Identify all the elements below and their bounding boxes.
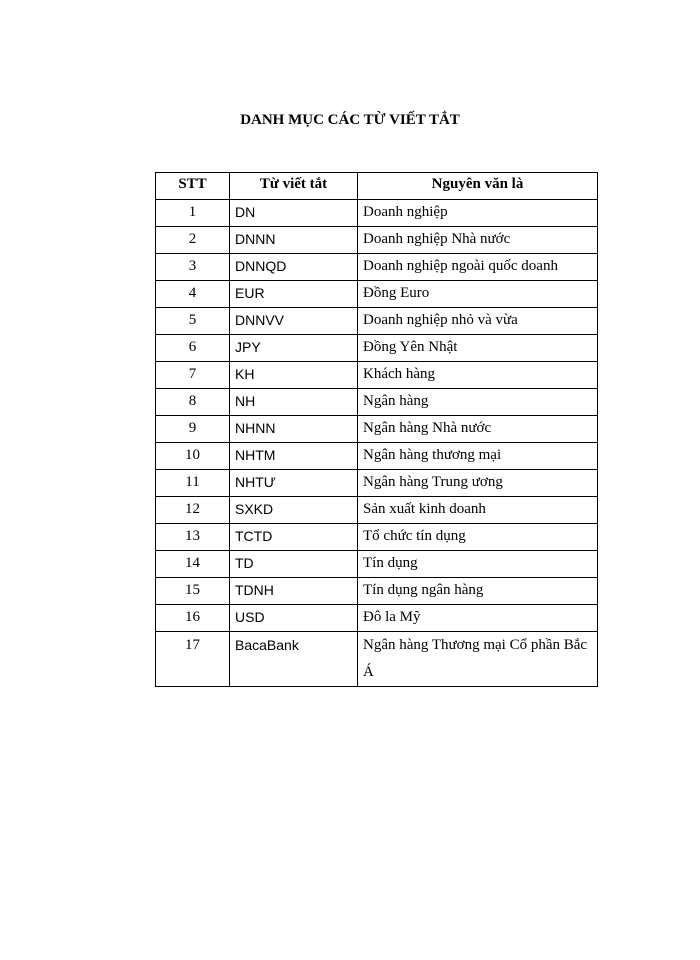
row-number: 5 (156, 308, 230, 335)
abbreviation-cell: USD (230, 605, 358, 632)
full-form-cell: Ngân hàng Trung ương (358, 470, 598, 497)
table-row (156, 443, 598, 470)
abbreviation-table (155, 172, 598, 687)
row-number: 8 (156, 389, 230, 416)
abbreviation-cell: DNNQD (230, 254, 358, 281)
abbreviation-cell: NHNN (230, 416, 358, 443)
row-number: 10 (156, 443, 230, 470)
row-number: 11 (156, 470, 230, 497)
full-form-cell: Doanh nghiệp (358, 200, 598, 227)
full-form-cell: Tín dụng (358, 551, 598, 578)
abbreviation-cell: NHTƯ (230, 470, 358, 497)
full-form-cell: Doanh nghiệp ngoài quốc doanh (358, 254, 598, 281)
row-number: 17 (156, 632, 230, 687)
full-form-cell: Ngân hàng thương mại (358, 443, 598, 470)
row-number: 6 (156, 335, 230, 362)
table-row (156, 551, 598, 578)
table-row (156, 335, 598, 362)
column-header-full-form: Nguyên văn là (358, 173, 598, 200)
table-row (156, 497, 598, 524)
abbreviation-cell: BacaBank (230, 632, 358, 687)
abbreviation-cell: TCTD (230, 524, 358, 551)
table-row (156, 308, 598, 335)
table-row (156, 200, 598, 227)
full-form-cell: Doanh nghiệp Nhà nước (358, 227, 598, 254)
abbreviation-cell: NHTM (230, 443, 358, 470)
column-header-stt: STT (156, 173, 230, 200)
row-number: 13 (156, 524, 230, 551)
column-header-abbreviation: Từ viết tắt (230, 173, 358, 200)
table-header-row (156, 173, 598, 200)
full-form-cell: Đồng Yên Nhật (358, 335, 598, 362)
table-row (156, 605, 598, 632)
full-form-cell: Đô la Mỹ (358, 605, 598, 632)
row-number: 7 (156, 362, 230, 389)
abbreviation-cell: SXKD (230, 497, 358, 524)
row-number: 2 (156, 227, 230, 254)
table-row (156, 389, 598, 416)
table-row (156, 362, 598, 389)
row-number: 12 (156, 497, 230, 524)
full-form-cell: Doanh nghiệp nhỏ và vừa (358, 308, 598, 335)
full-form-cell: Tín dụng ngân hàng (358, 578, 598, 605)
abbreviation-cell: EUR (230, 281, 358, 308)
abbreviation-cell: NH (230, 389, 358, 416)
full-form-cell: Tổ chức tín dụng (358, 524, 598, 551)
table-row (156, 524, 598, 551)
table-row (156, 227, 598, 254)
abbreviation-cell: TD (230, 551, 358, 578)
full-form-cell: Đồng Euro (358, 281, 598, 308)
row-number: 14 (156, 551, 230, 578)
table-row (156, 281, 598, 308)
abbreviation-cell: JPY (230, 335, 358, 362)
abbreviation-cell: DN (230, 200, 358, 227)
page-title: DANH MỤC CÁC TỪ VIẾT TẮT (240, 112, 460, 128)
full-form-cell: Sản xuất kinh doanh (358, 497, 598, 524)
full-form-cell: Khách hàng (358, 362, 598, 389)
row-number: 16 (156, 605, 230, 632)
row-number: 9 (156, 416, 230, 443)
abbreviation-cell: KH (230, 362, 358, 389)
abbreviation-cell: TDNH (230, 578, 358, 605)
row-number: 15 (156, 578, 230, 605)
table-row (156, 470, 598, 497)
row-number: 3 (156, 254, 230, 281)
full-form-cell: Ngân hàng Thương mại Cổ phần Bắc Á (358, 632, 598, 687)
full-form-cell: Ngân hàng Nhà nước (358, 416, 598, 443)
full-form-cell: Ngân hàng (358, 389, 598, 416)
table-row (156, 416, 598, 443)
abbreviation-cell: DNNVV (230, 308, 358, 335)
row-number: 1 (156, 200, 230, 227)
table-row (156, 254, 598, 281)
row-number: 4 (156, 281, 230, 308)
table-row (156, 632, 598, 687)
table-row (156, 578, 598, 605)
abbreviation-cell: DNNN (230, 227, 358, 254)
